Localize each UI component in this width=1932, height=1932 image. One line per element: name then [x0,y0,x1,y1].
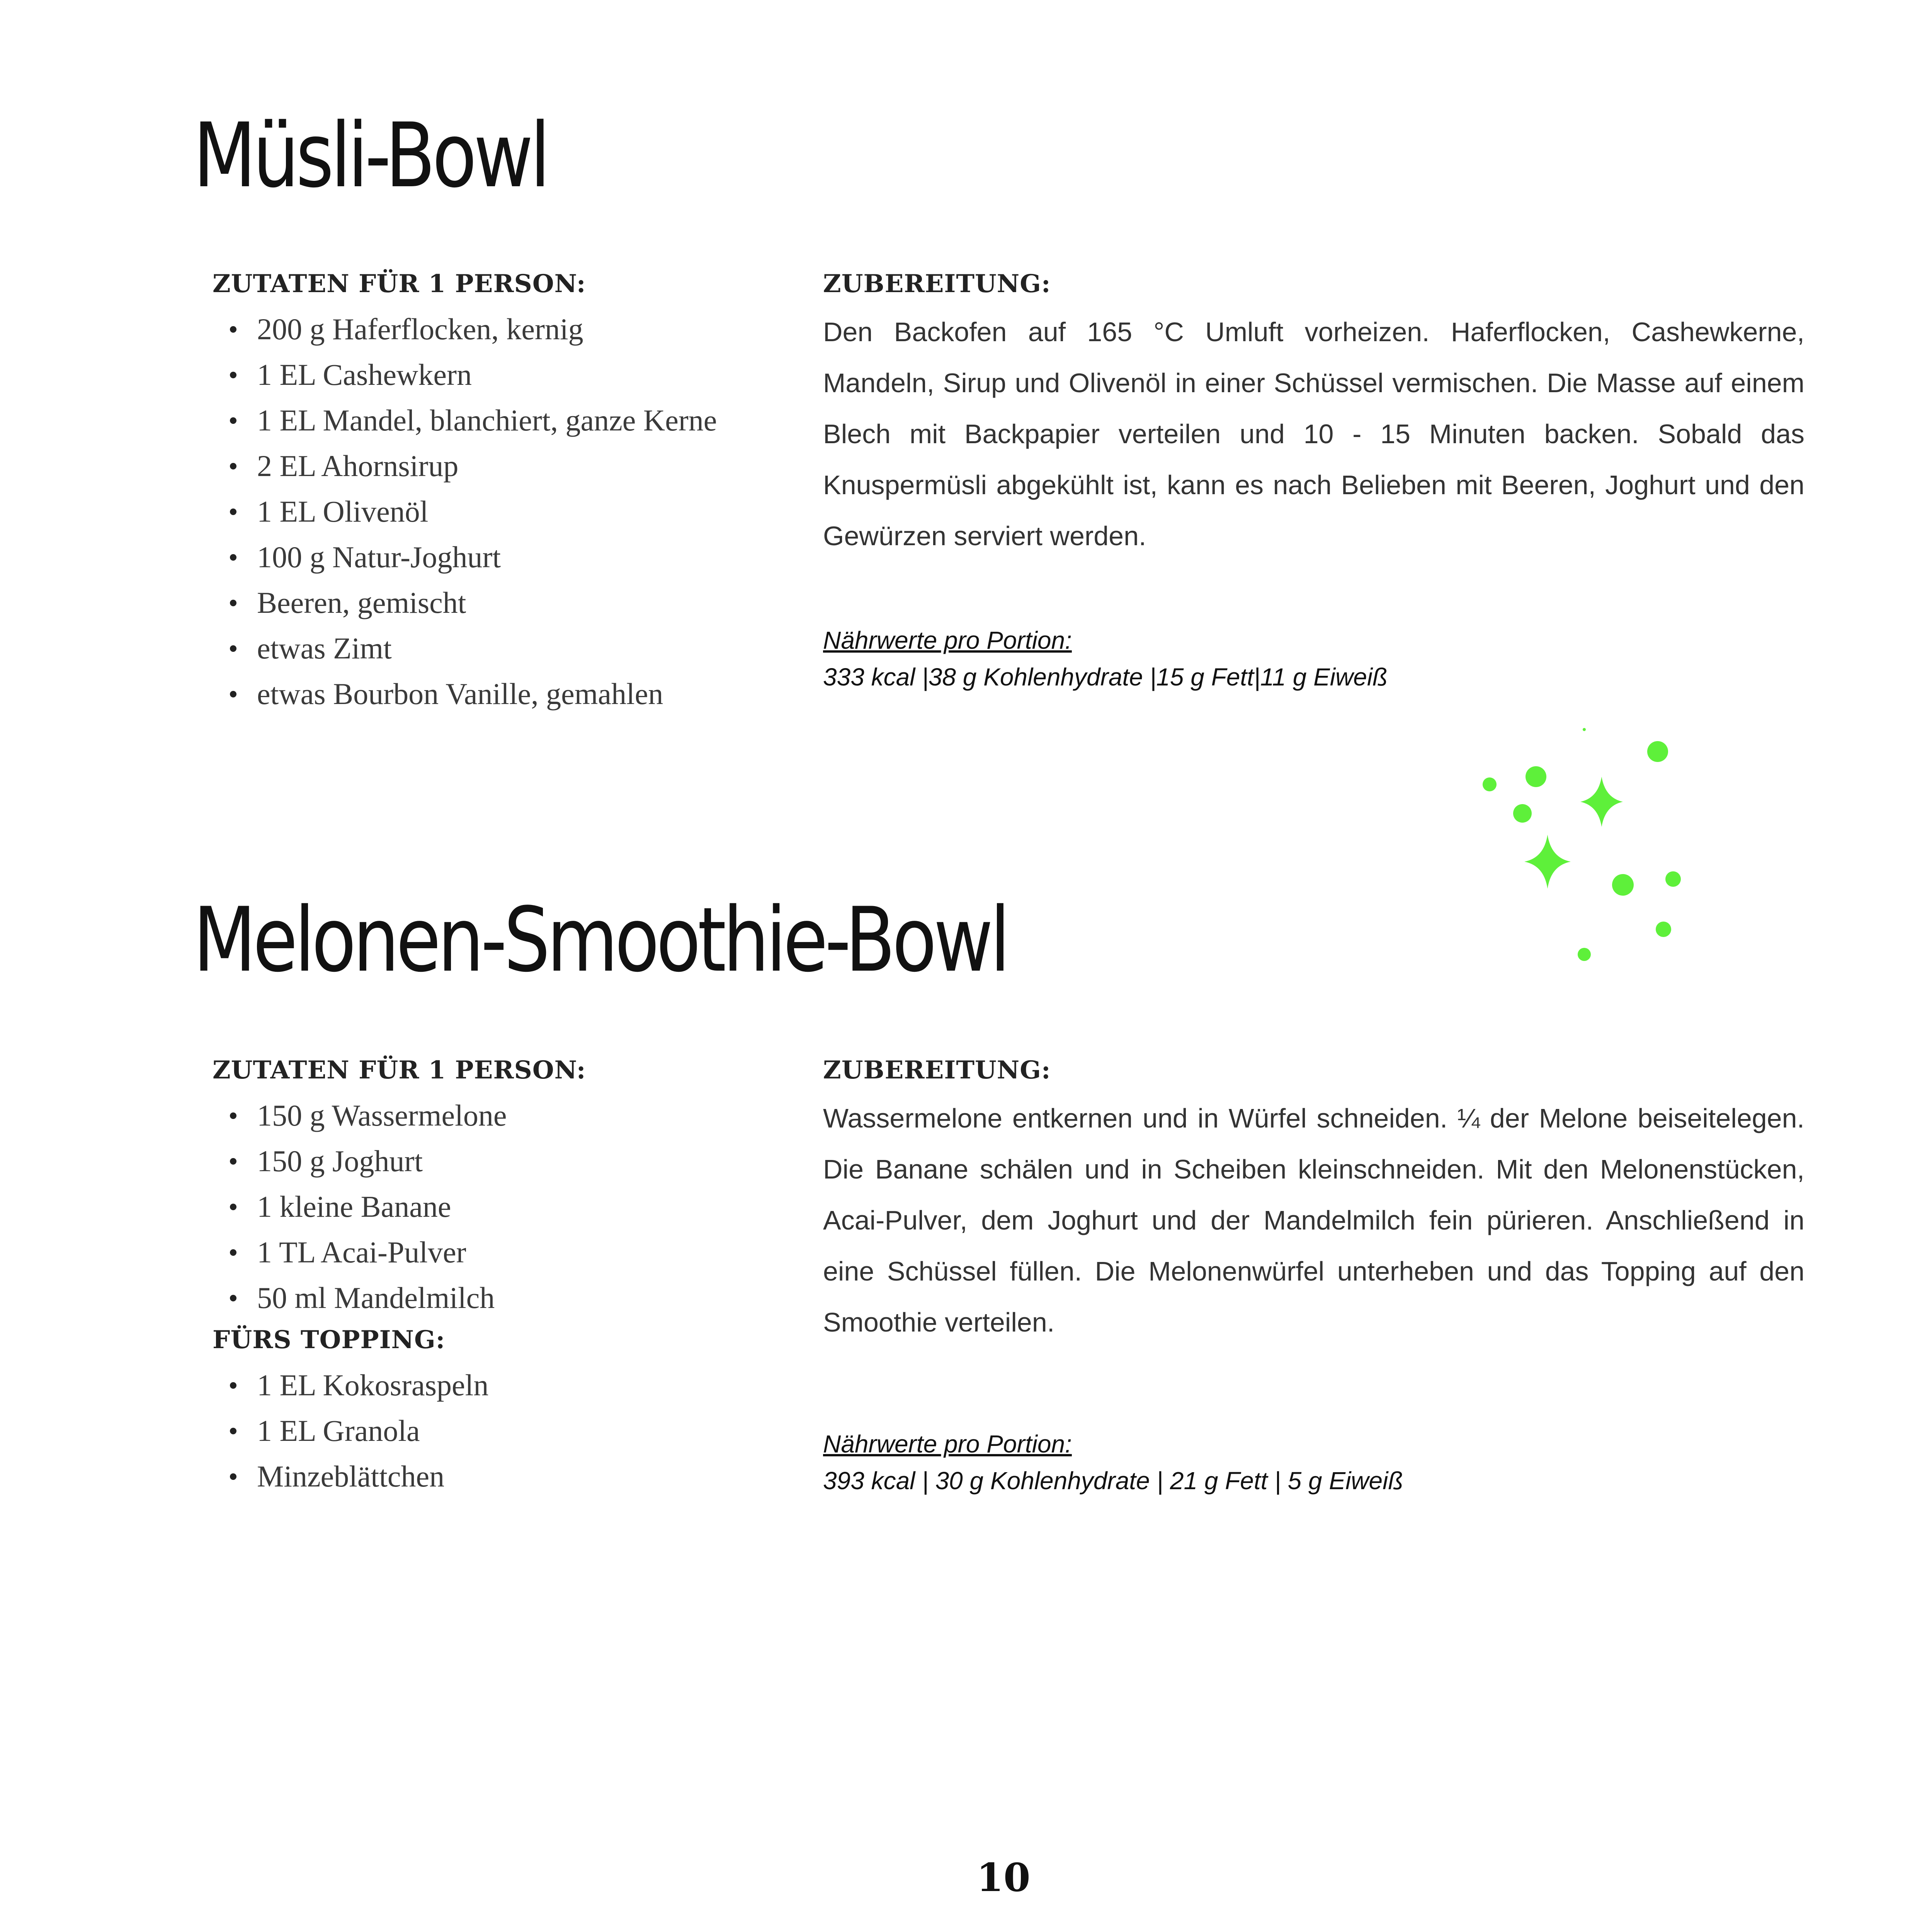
ingredient-text: 1 EL Olivenöl [257,495,429,528]
ingredient-text: 2 EL Ahornsirup [257,449,459,483]
topping-text: 1 EL Kokosraspeln [257,1368,489,1402]
preparation-text: Wassermelone entkernen und in Würfel schneiden. ¼ der Melone beiseitelegen. Die Banane schälen und in Scheiben kleinschneiden. Mit den Melonenstücken, Acai-Pulver, dem Joghurt und der Mandelmilch fein pürieren. Anschließend in eine Schüssel füllen. Die Melonenwürfel unterheben und das Topping auf den Smoothie verteilen. [823,1103,1804,1337]
topping-heading: FÜRS TOPPING: [213,1325,446,1354]
ingredients-section-melone [213,1051,773,1499]
ingredient-text: etwas Zimt [257,631,392,665]
bullet-icon [230,1158,236,1165]
bullet-icon [230,691,236,697]
ingredient-item [213,671,773,717]
bullet-icon [230,1428,236,1434]
ingredient-text: 150 g Joghurt [257,1144,423,1178]
bullet-icon [230,1295,236,1301]
ingredient-item [213,580,773,626]
ingredient-text: 150 g Wassermelone [257,1099,507,1132]
nutrition-info-melone [823,1426,1403,1499]
ingredient-text: 1 TL Acai-Pulver [257,1235,466,1269]
ingredient-item [213,443,773,489]
nutrition-label: Nährwerte pro Portion: [823,1430,1072,1458]
ingredient-item [213,398,773,443]
ingredient-text: 1 EL Cashewkern [257,358,472,391]
ingredient-item [213,306,773,352]
ingredient-text: 1 kleine Banane [257,1190,451,1223]
bullet-icon [230,1249,236,1256]
preparation-section-melone [823,1051,1804,1348]
ingredient-item [213,1138,773,1184]
recipe-title-muesli-bowl: Müsli-Bowl [193,104,548,207]
ingredient-text: 200 g Haferflocken, kernig [257,312,583,346]
recipe-title-melonen-smoothie-bowl: Melonen-Smoothie-Bowl [193,889,1007,992]
ingredient-item [213,352,773,398]
ingredient-item [213,1230,773,1275]
ingredient-text: Beeren, gemischt [257,586,466,619]
bullet-icon [230,326,236,333]
ingredient-item [213,1275,773,1321]
page-number: 10 [976,1855,1031,1900]
ingredients-heading: ZUTATEN FÜR 1 PERSON: [213,1056,586,1085]
ingredient-item [213,1184,773,1230]
nutrition-info-muesli [823,622,1388,696]
ingredient-text: 1 EL Mandel, blanchiert, ganze Kerne [257,403,717,437]
bullet-icon [230,600,236,606]
ingredients-section-muesli [213,265,773,717]
bullet-icon [230,463,236,469]
bullet-icon [230,509,236,515]
bullet-icon [230,1204,236,1210]
ingredient-item [213,626,773,671]
topping-item [213,1362,773,1408]
bullet-icon [230,1473,236,1480]
preparation-heading: ZUBEREITUNG: [823,269,1051,298]
nutrition-values: 393 kcal | 30 g Kohlenhydrate | 21 g Fett | 5 g Eiweiß [823,1467,1403,1495]
ingredients-heading: ZUTATEN FÜR 1 PERSON: [213,269,586,298]
sparkles-icon [1468,715,1700,966]
ingredient-item [213,1093,773,1138]
bullet-icon [230,554,236,561]
preparation-text: Den Backofen auf 165 °C Umluft vorheizen. Haferflocken, Cashewkerne, Mandeln, Sirup und Olivenöl in einer Schüssel vermischen. Die Masse auf einem Blech mit Backpapier verteilen und 10 - 15 Minuten backen. Sobald das Knuspermüsli abgekühlt ist, kann es nach Belieben mit Beeren, Joghurt und den Gewürzen serviert werden. [823,317,1804,551]
ingredient-text: 100 g Natur-Joghurt [257,540,501,574]
nutrition-label: Nährwerte pro Portion: [823,626,1072,654]
bullet-icon [230,645,236,652]
bullet-icon [230,417,236,424]
preparation-section-muesli [823,265,1804,561]
bullet-icon [230,1382,236,1389]
ingredient-text: 50 ml Mandelmilch [257,1281,495,1315]
ingredient-item [213,489,773,534]
topping-item [213,1408,773,1454]
bullet-icon [230,372,236,378]
nutrition-values: 333 kcal |38 g Kohlenhydrate |15 g Fett|11 g Eiweiß [823,663,1388,691]
preparation-heading: ZUBEREITUNG: [823,1056,1051,1085]
topping-item [213,1454,773,1499]
ingredient-text: etwas Bourbon Vanille, gemahlen [257,677,663,711]
bullet-icon [230,1112,236,1119]
topping-list [213,1362,773,1499]
ingredient-list [213,306,773,717]
topping-text: 1 EL Granola [257,1414,420,1447]
ingredient-item [213,534,773,580]
ingredient-list [213,1093,773,1321]
topping-text: Minzeblättchen [257,1459,445,1493]
